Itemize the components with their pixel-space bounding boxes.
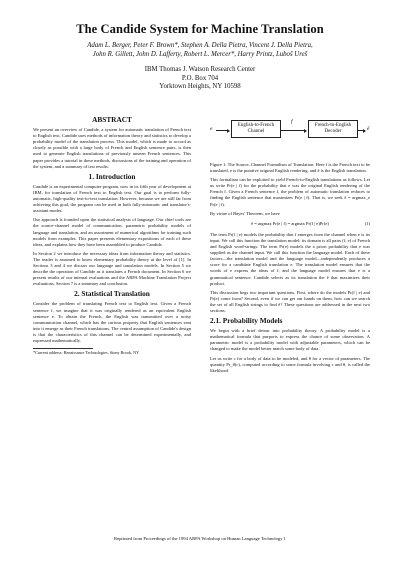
- intro-paragraph-1: Candide is an experimental computer program, now in its fifth year of development at IBM, for translation of French text to English text. Our goal is to perform fully-automatic, high-quality text-to-text translation. However, because we are still far from achieving this goal, the program can be used in both fully-automatic and translator's-assistant modes.: [33, 183, 191, 214]
- channel-box: English-to-French Channel: [231, 120, 281, 138]
- intro-paragraph-2: Our approach is founded upon the statistical analysis of language. Our chief tools are the source-channel model of communication, parametric probability models of language and translation, and an assortment of numerical algorithms for training such models from examples. This paper presents elementary expositions of each of these ideas, and explains how they have been assembled to produce Candide.: [33, 217, 191, 247]
- affiliation-line-3: Yorktown Heights, NY 10598: [159, 83, 241, 91]
- author-line-2: John R. Gillett, John D. Lafferty, Robert L. Mercer*, Harry Printz, Luboš Ureš: [92, 51, 308, 58]
- decoder-box: French-to-English Decoder: [308, 120, 358, 138]
- intro-heading: 1. Introduction: [88, 171, 136, 181]
- figure-var-e-out: ê: [367, 126, 370, 132]
- figure-1: [210, 114, 370, 158]
- body-paragraph-3: The term Pr(f | e) models the probability that f emerges from the channel when e is its input. We call this function the translation model; its domain is all pairs (f, e) of French and English word-strings. The term Pr(e) models the a priori probability that e was supplied as the channel input. We call this function the language model. Each of these factors—the translation model and the language model—independently produces a score for a candidate English translation e. The translation model ensures that the words of e express the ideas of f, and the language model ensures that e is a grammatical sentence. Candide selects as its translation the ê that maximizes their product.: [210, 231, 370, 286]
- arrow-head-3: [363, 129, 366, 133]
- arrow-head-2: [304, 129, 307, 133]
- affiliation-line-1: IBM Thomas J. Watson Research Center: [144, 66, 256, 73]
- paper-title: The Candide System for Machine Translation: [76, 22, 324, 36]
- body-paragraph-2: By virtue of Bayes' Theorem, we have: [210, 210, 280, 216]
- affiliation-line-2: P.O. Box 704: [181, 74, 219, 82]
- body-paragraph-4: This discussion begs two important questions. First, where do the models Pr(f | e) and Pr(e) come from? Second, even if we can get our hands on them, how can we search the set of all English strings to find ê? These questions are addressed in the next two sections.: [210, 289, 370, 313]
- footnote: *Current address: Renaissance Technologies, Stony Brook, NY: [33, 350, 140, 356]
- page-footer: Reprinted from Proceedings of the 1994 ARPA Workshop on Human Language Technology 1: [114, 536, 286, 541]
- equation-text: ê = argmax Pr(e | f) = argmax Pr(f | e)Pr(e): [251, 220, 329, 226]
- author-list: [40, 41, 360, 59]
- stat-heading: 2. Statistical Translation: [74, 289, 150, 299]
- body-paragraph-6: Let us write c for a body of data to be modeled, and θ for a vector of parameters. The quantity Pr_θ(c), computed according to some formula involving c and θ, is called the likelihood: [210, 355, 370, 373]
- intro-paragraph-3: In Section 2 we introduce the necessary ideas from information theory and statistics. The reader is assumed to know elementary probability theory at the level of [1]. In Sections 3 and 4 we discuss our language and translation models. In Section 5 we describe the operation of Candide as it translates a French document. In Section 6 we present results of our internal evaluations and the ARPA Machine Translation Project evaluations. Section 7 is a summary and conclusion.: [33, 250, 191, 287]
- figure-caption: Figure 1: The Source–Channel Formalism of Translation. Here f is the French text to be translated, e is the putative original English rendering, and ê is the English translation.: [210, 162, 370, 174]
- probability-models-heading: 2.1. Probability Models: [210, 316, 283, 326]
- abstract-text: We present an overview of Candide, a system for automatic translation of French text to English text. Candide uses methods of information theory and statistics to develop a probability model of the translation process. This model, which is made to accord as closely as possible with a large body of French and English sentence pairs, is then used to generate English translations of previously unseen French sentences. This paper provides a tutorial in these methods, discussions of the training and operation of the system, and a summary of test results.: [33, 127, 191, 169]
- abstract-heading: ABSTRACT: [92, 115, 132, 124]
- equation-1: [210, 221, 370, 227]
- right-column: [210, 114, 370, 377]
- arrow-head-1: [227, 129, 230, 133]
- body-paragraph-5: We begin with a brief detour into probability theory. A probability model is a mathematical formula that purports to express the chance of some observation. A parametric model is a probability model with adjustable parameters, which can be changed to make the model better match some body of data.: [210, 328, 370, 352]
- affiliation: [0, 66, 400, 92]
- equation-number: (1): [364, 220, 370, 226]
- left-column: [33, 117, 191, 356]
- figure-var-f: f: [291, 119, 293, 125]
- arrow-line-2: [281, 130, 305, 131]
- body-paragraph-1: This formalism can be exploited to yield French-to-English translations as follows. Let us write Pr(e | f) for the probability that e was the original English rendering of the French f. Given a French sentence f, the problem of automatic translation reduces to finding the English sentence that maximizes Pr(e | f). That is, we seek ê = argmax_e Pr(e | f).: [210, 177, 370, 207]
- stat-paragraph-1: Consider the problem of translating French text to English text. Given a French sentence f, we imagine that it was originally rendered as an equivalent English sentence e. To obtain the French, the English was transmitted over a noisy communication channel, which has the curious property that English sentences sent into it emerge as their French translations. The central assumption of Candide's design is that the characteristics of this channel can be determined experimentally, and expressed mathematically.: [33, 301, 191, 343]
- figure-var-e-in: e: [210, 126, 213, 132]
- author-line-1: Adam L. Berger, Peter F. Brown*, Stephen A. Della Pietra, Vincent J. Della Pietra,: [87, 42, 313, 49]
